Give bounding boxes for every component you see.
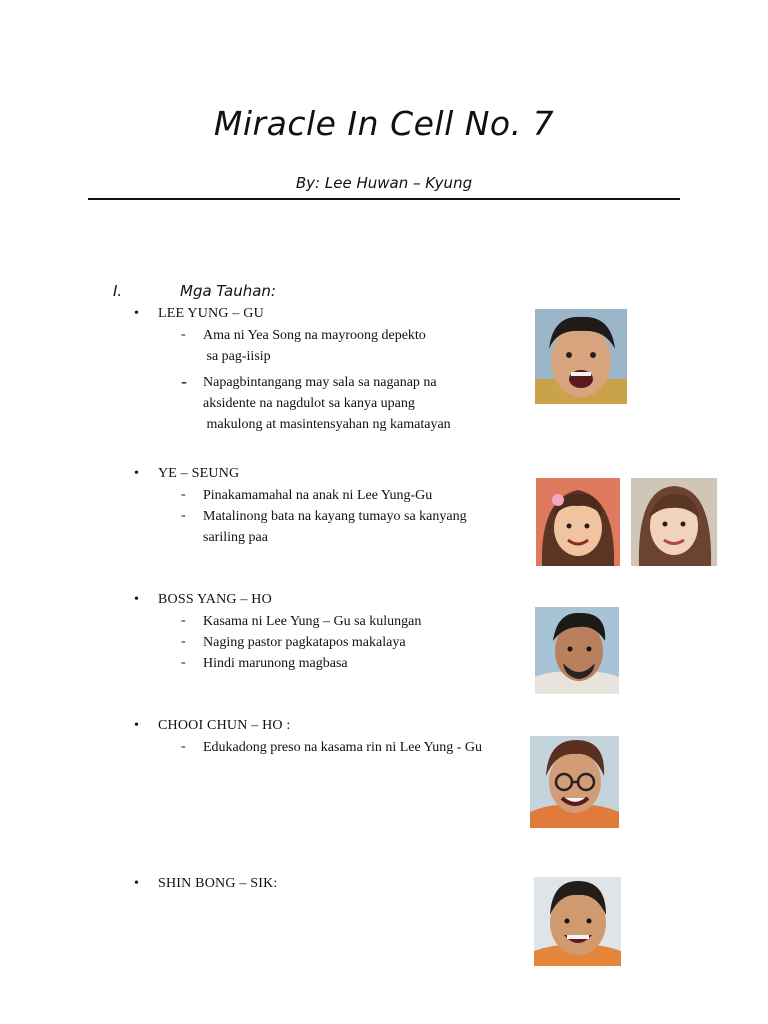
bullet: • <box>134 876 139 891</box>
dash: - <box>181 371 187 391</box>
character-detail: Naging pastor pagkatapos makalaya <box>203 635 406 650</box>
character-name: SHIN BONG – SIK: <box>158 876 278 891</box>
byline: By: Lee Huwan – Kyung <box>295 174 473 192</box>
man-laughing-photo <box>535 309 627 404</box>
bearded-man-photo <box>535 607 619 694</box>
man-with-glasses-photo <box>530 736 619 828</box>
dash: - <box>181 508 186 523</box>
character-detail: Pinakamamahal na anak ni Lee Yung-Gu <box>203 488 433 503</box>
section-number: I. <box>113 282 123 300</box>
character-detail: Napagbintangang may sala sa naganap na aksidente na nagdulot sa kanya upang makulong at masintensyahan ng kamatayan <box>203 375 451 432</box>
dash: - <box>181 655 186 670</box>
character-detail: Kasama ni Lee Yung – Gu sa kulungan <box>203 614 422 629</box>
character-detail: Edukadong preso na kasama rin ni Lee Yung - Gu <box>203 740 483 755</box>
document-title: Miracle In Cell No. 7 <box>213 104 555 143</box>
young-woman-photo <box>631 478 717 566</box>
character-detail: Matalinong bata na kayang tumayo sa kanyang sariling paa <box>203 509 467 545</box>
dash: - <box>181 327 186 342</box>
character-detail: Hindi marunong magbasa <box>203 656 348 671</box>
character-name: BOSS YANG – HO <box>158 592 272 607</box>
bullet: • <box>134 306 139 321</box>
dash: - <box>181 634 186 649</box>
smiling-man-photo <box>534 877 621 966</box>
character-name: CHOOI CHUN – HO : <box>158 718 291 733</box>
bullet: • <box>134 718 139 733</box>
character-detail: Ama ni Yea Song na mayroong depekto sa pag-iisip <box>203 328 426 364</box>
young-girl-photo <box>536 478 620 566</box>
dash: - <box>181 613 186 628</box>
character-name: YE – SEUNG <box>158 466 240 481</box>
bullet: • <box>134 466 139 481</box>
dash: - <box>181 739 186 754</box>
section-title: Mga Tauhan: <box>180 282 276 300</box>
bullet: • <box>134 592 139 607</box>
horizontal-rule <box>88 198 680 200</box>
dash: - <box>181 487 186 502</box>
character-name: LEE YUNG – GU <box>158 306 264 321</box>
